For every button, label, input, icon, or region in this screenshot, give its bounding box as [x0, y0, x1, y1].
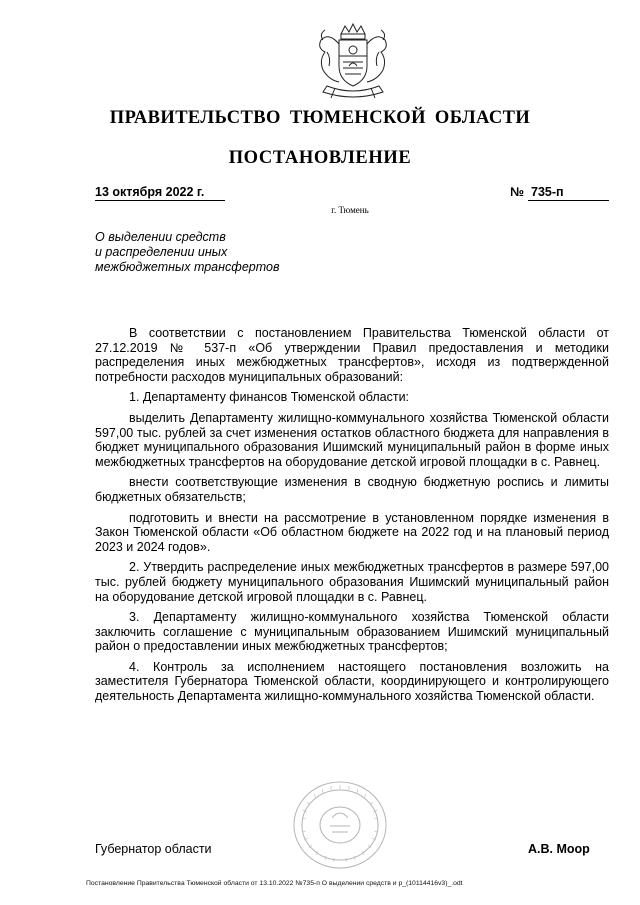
subject-line: О выделении средств [95, 230, 226, 244]
document-body [95, 326, 609, 710]
city: г. Тюмень [331, 205, 369, 215]
document-date: 13 октября 2022 г. [95, 185, 225, 201]
signatory-title: Губернатор области [95, 842, 212, 856]
subject-line: и распределении иных [95, 245, 228, 259]
preamble-paragraph: В соответствии с постановлением Правительства Тюменской области от 27.12.2019 № 537-п «Об утверждении Правил предоставления и методики распределения иных межбюджетных трансфертов», исходя из подтвержденной потребности расходов муниципальных образований: [95, 326, 609, 384]
clause-1: 1. Департаменту финансов Тюменской области: [129, 390, 410, 405]
government-name: ПРАВИТЕЛЬСТВО ТЮМЕНСКОЙ ОБЛАСТИ [109, 108, 531, 128]
clause-1-item: подготовить и внести на рассмотрение в установленном порядке изменения в Закон Тюменской области «Об областном бюджете на 2022 год и на плановый период 2023 и 2024 годов». [95, 510, 609, 554]
document-number: 735-п [528, 185, 609, 201]
file-footer: Постановление Правительства Тюменской области от 13.10.2022 №735-п О выделении средств и р_(10114416v3)_.odt [86, 880, 463, 887]
document-type: ПОСТАНОВЛЕНИЕ [228, 148, 412, 168]
clause-1-item: выделить Департаменту жилищно-коммунального хозяйства Тюменской области 597,00 тыс. рублей за счет изменения остатков областного бюджета для направления в бюджет муниципального образования Ишимский муниципальный район в форме иных межбюджетных трансфертов на оборудование детской игровой площадки в с. Равнец. [95, 410, 609, 469]
signatory-name: А.В. Моор [528, 842, 590, 856]
official-seal-icon [290, 778, 390, 872]
subject-line: межбюджетных трансфертов [95, 260, 280, 274]
clause-1-item: внести соответствующие изменения в сводную бюджетную роспись и лимиты бюджетных обязательств; [95, 475, 609, 504]
clause-4: 4. Контроль за исполнением настоящего постановления возложить на заместителя Губернатора Тюменской области, координирующего и контролирующего деятельность Департамента жилищно-коммунального хозяйства Тюменской области. [95, 659, 609, 704]
clause-2: 2. Утвердить распределение иных межбюджетных трансфертов в размере 597,00 тыс. рублей бюджету муниципального образования Ишимский муниципальный район на оборудование детской игровой площадки в с. Равнец. [95, 560, 609, 604]
clause-3: 3. Департаменту жилищно-коммунального хозяйства Тюменской области заключить соглашение с муниципальным образованием Ишимский муниципальный район о предоставлении иных межбюджетных трансфертов; [95, 610, 609, 654]
tyumen-coat-of-arms-icon [305, 22, 401, 102]
document-subject [95, 230, 335, 275]
number-label: № [510, 185, 524, 199]
